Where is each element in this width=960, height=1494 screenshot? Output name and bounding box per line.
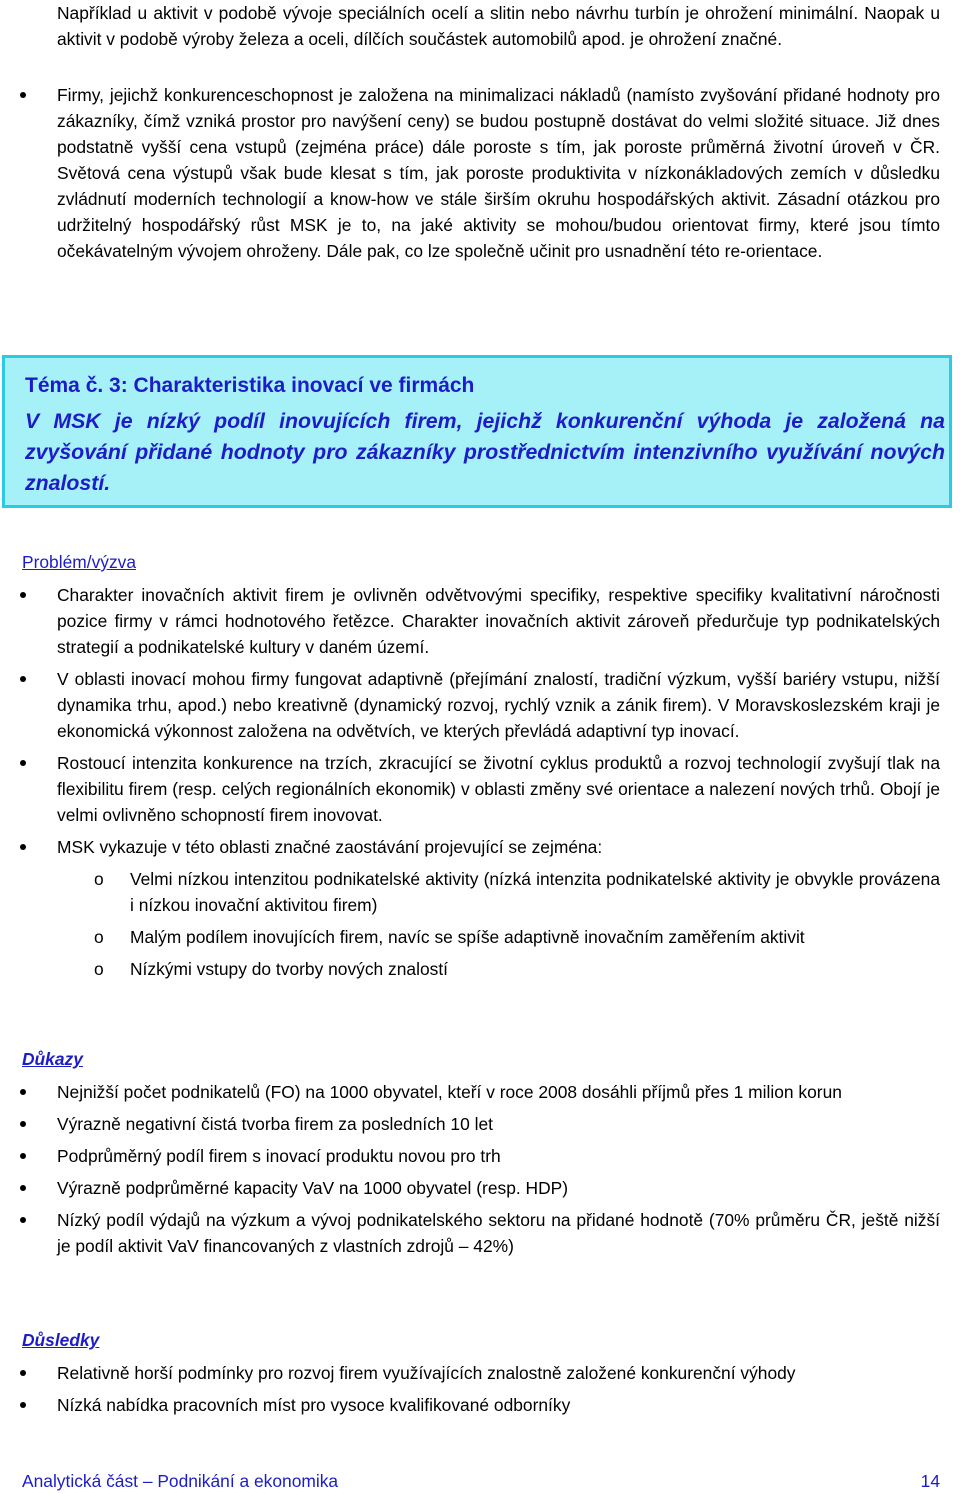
- list-item: [0, 1207, 940, 1259]
- sub-bullet-marker: o: [94, 869, 104, 889]
- list-item: [0, 582, 940, 660]
- evidence-item-text: Nejnižší počet podnikatelů (FO) na 1000 obyvatel, kteří v roce 2008 dosáhli příjmů přes 1 milion korun: [57, 1082, 842, 1102]
- footer-section-title: Analytická část – Podnikání a ekonomika: [22, 1471, 339, 1491]
- intro-bullet-text: Firmy, jejichž konkurenceschopnost je založena na minimalizaci nákladů (namísto zvyšování přidané hodnoty pro zákazníky, čímž vzniká prostor pro navýšení ceny) se budou postupně dostávat do velmi složité situace. Již dnes podstatně vyšší cena vstupů (zejména práce) dále poroste s tím, jak poroste průměrná životní úroveň v ČR. Světová cena výstupů však bude klesat s tím, jak poroste produktivita v nízkonákladových zemích v důsledku zvládnutí moderních technologií a know-how ve stále širším okruhu hospodářských aktivit. Zásadní otázkou pro udržitelný hospodářský růst MSK je to, na jaké aktivity se mohou/budou orientovat firmy, které jsou tímto očekávatelným vývojem ohroženy. Dále pak, co lze společně učinit pro usnadnění této re-orientace.: [57, 85, 940, 261]
- bullet-icon: [20, 1089, 26, 1095]
- sub-bullet-marker: o: [94, 959, 104, 979]
- evidence-item-text: Podprůměrný podíl firem s inovací produktu novou pro trh: [57, 1146, 501, 1166]
- bullet-icon: [20, 1185, 26, 1191]
- intro-paragraph: [57, 0, 940, 60]
- consequences-list: [0, 1360, 940, 1418]
- sub-list-item: [0, 956, 940, 982]
- intro-continuation: Například u aktivit v podobě vývoje speciálních ocelí a slitin nebo návrhu turbín je ohrožení minimální. Naopak u aktivit v podobě výroby železa a oceli, dílčích součástek automobilů apod. je ohrožení značné.: [57, 3, 940, 49]
- list-item: [0, 1392, 940, 1418]
- list-item: [0, 834, 940, 860]
- problem-item-text: V oblasti inovací mohou firmy fungovat adaptivně (přejímání znalostí, tradiční výzkum, vyšší bariéry vstupu, nižší dynamika trhu, apod.) nebo kreativně (dynamický rozvoj, rychlý vznik a zánik firem). V Moravskoslezském kraji je ekonomická výkonnost založena na odvětvích, ve kterých převládá adaptivní typ inovací.: [57, 669, 940, 741]
- sub-list-item: [0, 866, 940, 918]
- bullet-icon: [20, 92, 26, 98]
- bullet-icon: [20, 844, 26, 850]
- list-item: [0, 750, 940, 828]
- list-item: [0, 1143, 940, 1169]
- list-item: [0, 1360, 940, 1386]
- list-item: [0, 82, 940, 264]
- theme-title: Téma č. 3: Charakteristika inovací ve firmách: [25, 374, 475, 397]
- consequence-item-text: Nízká nabídka pracovních míst pro vysoce kvalifikované odborníky: [57, 1395, 571, 1415]
- list-item: [0, 1111, 940, 1137]
- bullet-icon: [20, 760, 26, 766]
- bullet-icon: [20, 1402, 26, 1408]
- evidence-item-text: Nízký podíl výdajů na výzkum a vývoj podnikatelského sektoru na přidané hodnotě (70% průměru ČR, ještě nižší je podíl aktivit VaV financovaných z vlastních zdrojů – 42%): [57, 1210, 940, 1256]
- theme-highlight-box: [2, 355, 952, 508]
- evidence-item-text: Výrazně negativní čistá tvorba firem za posledních 10 let: [57, 1114, 493, 1134]
- page-footer: [22, 1470, 940, 1492]
- list-item: [0, 1175, 940, 1201]
- intro-bullet-list: [0, 82, 940, 264]
- problem-item-text: MSK vykazuje v této oblasti značné zaostávání projevující se zejména:: [57, 837, 603, 857]
- page-number: 14: [920, 1471, 940, 1491]
- bullet-icon: [20, 1153, 26, 1159]
- problem-list: [0, 582, 940, 982]
- bullet-icon: [20, 1217, 26, 1223]
- evidence-item-text: Výrazně podprůměrné kapacity VaV na 1000 obyvatel (resp. HDP): [57, 1178, 569, 1198]
- sub-list-item: [0, 924, 940, 950]
- consequences-heading: Důsledky: [22, 1330, 100, 1350]
- theme-statement: V MSK je nízký podíl inovujících firem, jejichž konkurenční výhoda je založená na zvyšování přidané hodnoty pro zákazníky prostřednictvím intenzivního využívání nových znalostí.: [25, 409, 945, 495]
- bullet-icon: [20, 592, 26, 598]
- problem-item-text: Charakter inovačních aktivit firem je ovlivněn odvětvovými specifiky, respektive specifiky kvalitativní náročnosti pozice firmy v rámci hodnotového řetězce. Charakter inovačních aktivit zároveň předurčuje typ podnikatelských strategií a podnikatelské kultury v daném území.: [57, 585, 940, 657]
- evidence-list: [0, 1079, 940, 1259]
- list-item: [0, 1079, 940, 1105]
- consequence-item-text: Relativně horší podmínky pro rozvoj firem využívajících znalostně založené konkurenční výhody: [57, 1363, 796, 1383]
- sub-item-text: Malým podílem inovujících firem, navíc se spíše adaptivně inovačním zaměřením aktivit: [130, 927, 805, 947]
- sub-bullet-marker: o: [94, 927, 104, 947]
- bullet-icon: [20, 1121, 26, 1127]
- bullet-icon: [20, 676, 26, 682]
- problem-item-text: Rostoucí intenzita konkurence na trzích, zkracující se životní cyklus produktů a rozvoj technologií zvyšují tlak na flexibilitu firem (resp. celých regionálních ekonomik) v oblasti změny své orientace a nalezení nových trhů. Obojí je velmi ovlivněno schopností firem inovovat.: [57, 753, 940, 825]
- sub-item-text: Nízkými vstupy do tvorby nových znalostí: [130, 959, 448, 979]
- list-item: [0, 666, 940, 744]
- problem-heading: Problém/výzva: [22, 552, 137, 572]
- evidence-heading: Důkazy: [22, 1049, 83, 1069]
- bullet-icon: [20, 1370, 26, 1376]
- sub-item-text: Velmi nízkou intenzitou podnikatelské aktivity (nízká intenzita podnikatelské aktivity je obvykle provázena i nízkou inovační aktivitou firem): [130, 869, 940, 915]
